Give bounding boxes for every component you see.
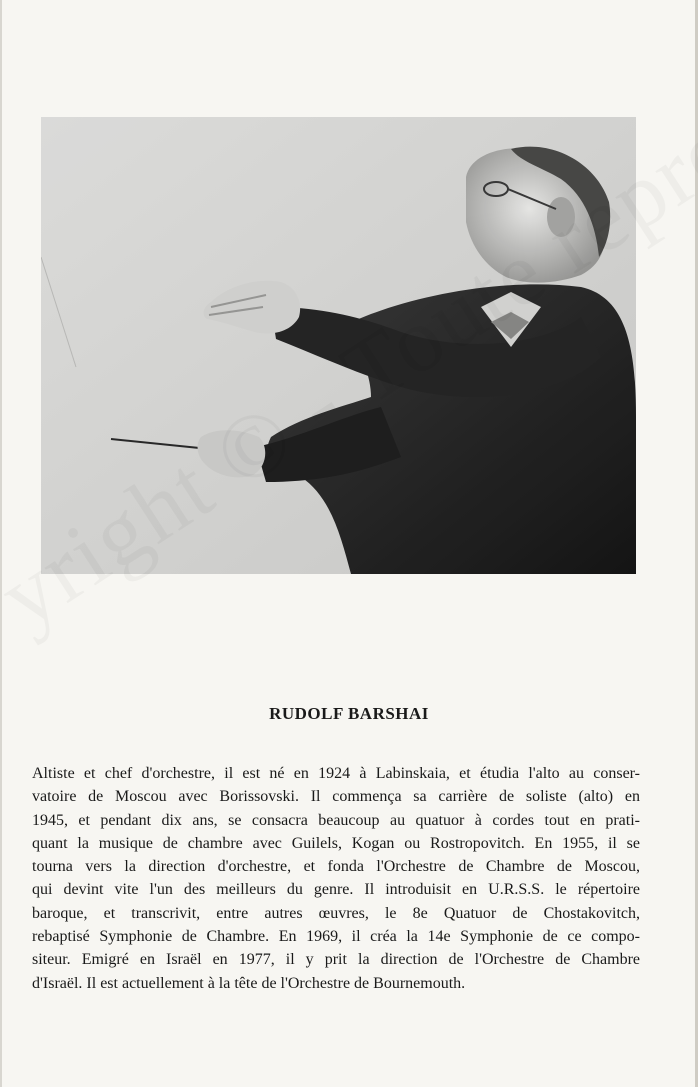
bio-line: 1945, et pendant dix ans, se consacra beaucoup au quatuor à cordes tout en prati- (32, 811, 640, 829)
bio-line: rebaptisé Symphonie de Chambre. En 1969, il créa la 14e Symphonie de ce compo- (32, 928, 640, 946)
bio-line: vatoire de Moscou avec Borissovski. Il commença sa carrière de soliste (alto) en (32, 788, 640, 806)
bio-line: quant la musique de chambre avec Guilels, Kogan ou Rostropovitch. En 1955, il se (32, 834, 640, 852)
biography-paragraph (32, 762, 640, 995)
bio-line: tourna vers la direction d'orchestre, et fonda l'Orchestre de Chambre de Moscou, (32, 858, 640, 876)
bio-line: siteur. Emigré en Israël en 1977, il y prit la direction de l'Orchestre de Chambre (32, 951, 640, 969)
conductor-photo (41, 117, 636, 574)
bio-line: qui devint vite l'un des meilleurs du genre. Il introduisit en U.R.S.S. le répertoire (32, 881, 640, 899)
bio-line: baroque, et transcrivit, entre autres œuvres, le 8e Quatuor de Chostakovitch, (32, 904, 640, 922)
page-title: RUDOLF BARSHAI (269, 704, 429, 723)
bio-line: Altiste et chef d'orchestre, il est né en 1924 à Labinskaia, et étudia l'alto au conser- (32, 765, 640, 782)
bio-line: d'Israël. Il est actuellement à la tête de l'Orchestre de Bournemouth. (32, 974, 466, 992)
